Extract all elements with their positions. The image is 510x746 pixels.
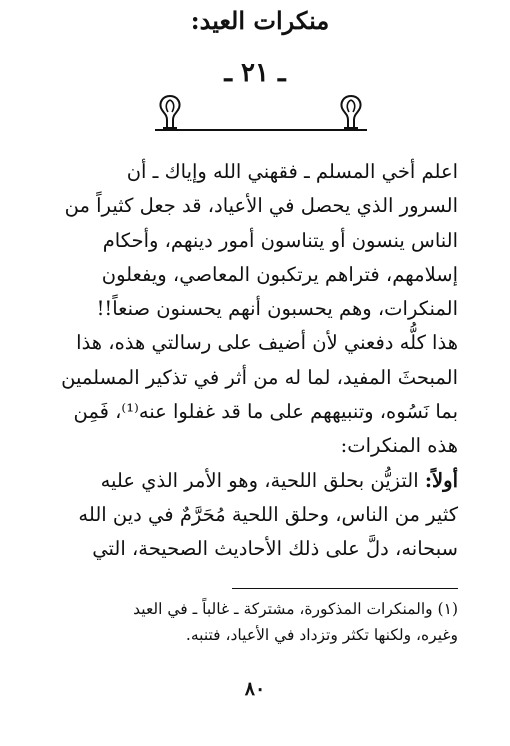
page-number: ٨٠ [244, 678, 266, 700]
footnote-line: (١) والمنكرات المذكورة، مشتركة ـ غالباً ـ في العيد [133, 600, 458, 618]
text-line: الناس ينسون أو يتناسون أمور دينهم، وأحكام [102, 228, 458, 252]
footnote [52, 596, 458, 648]
text-line: بما نَسُوه، وتنبيههم على ما قد غفلوا عنه⁽¹⁾، فَمِن [73, 400, 458, 424]
section-title: منكرات العيد: [190, 6, 330, 35]
title-underline [155, 129, 367, 131]
text-line: سبحانه، دلَّ على ذلك الأحاديث الصحيحة، التي [92, 537, 458, 561]
text-line: إسلامهم، فتراهم يرتكبون المعاصي، ويفعلون [101, 262, 458, 286]
footnote-separator [232, 588, 458, 589]
text-line: كثير من الناس، وحلق اللحية مُحَرَّمٌ في دين الله [78, 502, 458, 526]
text-line: السرور الذي يحصل في الأعياد، قد جعل كثيراً من [64, 194, 458, 218]
lotus-ornament-icon [336, 92, 366, 132]
text-line: المبحثَ المفيد، لما له من أثر في تذكير المسلمين [61, 365, 458, 389]
point-lead: أولاً: [424, 468, 458, 492]
text-line: هذه المنكرات: [340, 434, 458, 458]
text-line: التزيُّن بحلق اللحية، وهو الأمر الذي عليه [100, 468, 425, 492]
lotus-ornament-icon [155, 92, 185, 132]
section-title-row [0, 90, 510, 134]
text-line: اعلم أخي المسلم ـ فقهني الله وإياك ـ أن [126, 160, 458, 183]
section-number: ـ ٢١ ـ [224, 58, 286, 88]
footnote-line: وغيره، ولكنها تكثر وتزداد في الأعياد، فتنبه. [185, 626, 458, 644]
point-first-line [52, 464, 458, 498]
text-line: المنكرات، وهم يحسبون أنهم يحسنون صنعاً!! [96, 297, 458, 321]
main-text [52, 155, 458, 567]
text-line: هذا كلُّه دفعني لأن أضيف على رسالتي هذه، هذا [76, 331, 458, 355]
